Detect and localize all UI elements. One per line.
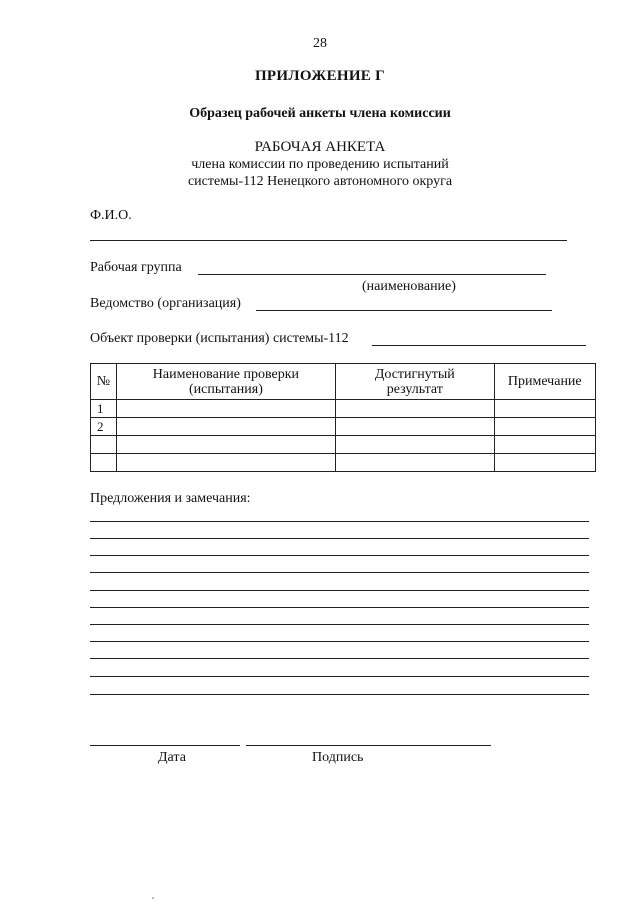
- header-result: [336, 364, 494, 400]
- suggestion-line[interactable]: [90, 555, 589, 556]
- row-name-cell[interactable]: [116, 454, 335, 472]
- form-subtitle-line1: члена комиссии по проведению испытаний: [191, 157, 449, 172]
- header-name-line1: Наименование проверки: [152, 366, 300, 382]
- suggestion-line[interactable]: [90, 607, 589, 608]
- table-header-row: [91, 364, 596, 400]
- work-group-hint: (наименование): [362, 279, 456, 294]
- suggestion-line[interactable]: [90, 694, 589, 695]
- header-result-line1: Достигнутый: [374, 366, 455, 382]
- header-result-line2: результат: [386, 381, 443, 397]
- department-label: Ведомство (организация): [90, 296, 241, 311]
- suggestions-label: Предложения и замечания:: [90, 491, 251, 506]
- department-input-line[interactable]: [256, 310, 552, 311]
- row-result-cell[interactable]: [336, 436, 494, 454]
- suggestion-line[interactable]: [90, 538, 589, 539]
- row-num: 1: [91, 400, 117, 418]
- scan-speck: [152, 897, 154, 899]
- header-name: [116, 364, 335, 400]
- work-group-label: Рабочая группа: [90, 260, 182, 275]
- results-table: [90, 363, 596, 472]
- suggestion-line[interactable]: [90, 658, 589, 659]
- suggestion-line[interactable]: [90, 521, 589, 522]
- form-subtitle-line2: системы-112 Ненецкого автономного округа: [187, 174, 453, 189]
- object-label: Объект проверки (испытания) системы-112: [90, 331, 349, 346]
- row-result-cell[interactable]: [336, 418, 494, 436]
- suggestion-line[interactable]: [90, 624, 589, 625]
- row-result-cell[interactable]: [336, 454, 494, 472]
- signature-label: Подпись: [312, 750, 364, 765]
- appendix-title: ПРИЛОЖЕНИЕ Г: [254, 68, 386, 84]
- work-group-input-line[interactable]: [198, 274, 546, 275]
- header-name-line2: (испытания): [189, 381, 263, 397]
- page-number: 28: [313, 36, 327, 51]
- row-result-cell[interactable]: [336, 400, 494, 418]
- row-name-cell[interactable]: [116, 400, 335, 418]
- suggestion-line[interactable]: [90, 572, 589, 573]
- object-input-line[interactable]: [372, 345, 586, 346]
- row-note-cell[interactable]: [494, 454, 595, 472]
- suggestion-line[interactable]: [90, 676, 589, 677]
- table-row: [91, 454, 596, 472]
- table-row: [91, 418, 596, 436]
- table-row: [91, 400, 596, 418]
- row-note-cell[interactable]: [494, 418, 595, 436]
- row-num: [91, 436, 117, 454]
- date-input-line[interactable]: [90, 745, 240, 746]
- suggestion-line[interactable]: [90, 590, 589, 591]
- row-note-cell[interactable]: [494, 436, 595, 454]
- header-note: Примечание: [494, 364, 595, 400]
- row-note-cell[interactable]: [494, 400, 595, 418]
- fio-input-line[interactable]: [90, 240, 567, 241]
- row-num: [91, 454, 117, 472]
- appendix-subtitle: Образец рабочей анкеты члена комиссии: [189, 106, 451, 121]
- suggestion-line[interactable]: [90, 641, 589, 642]
- row-name-cell[interactable]: [116, 436, 335, 454]
- header-num: №: [91, 364, 117, 400]
- table-row: [91, 436, 596, 454]
- form-title: РАБОЧАЯ АНКЕТА: [254, 139, 386, 155]
- row-num: 2: [91, 418, 117, 436]
- row-name-cell[interactable]: [116, 418, 335, 436]
- date-label: Дата: [158, 750, 186, 765]
- fio-label: Ф.И.О.: [90, 208, 132, 223]
- signature-input-line[interactable]: [246, 745, 491, 746]
